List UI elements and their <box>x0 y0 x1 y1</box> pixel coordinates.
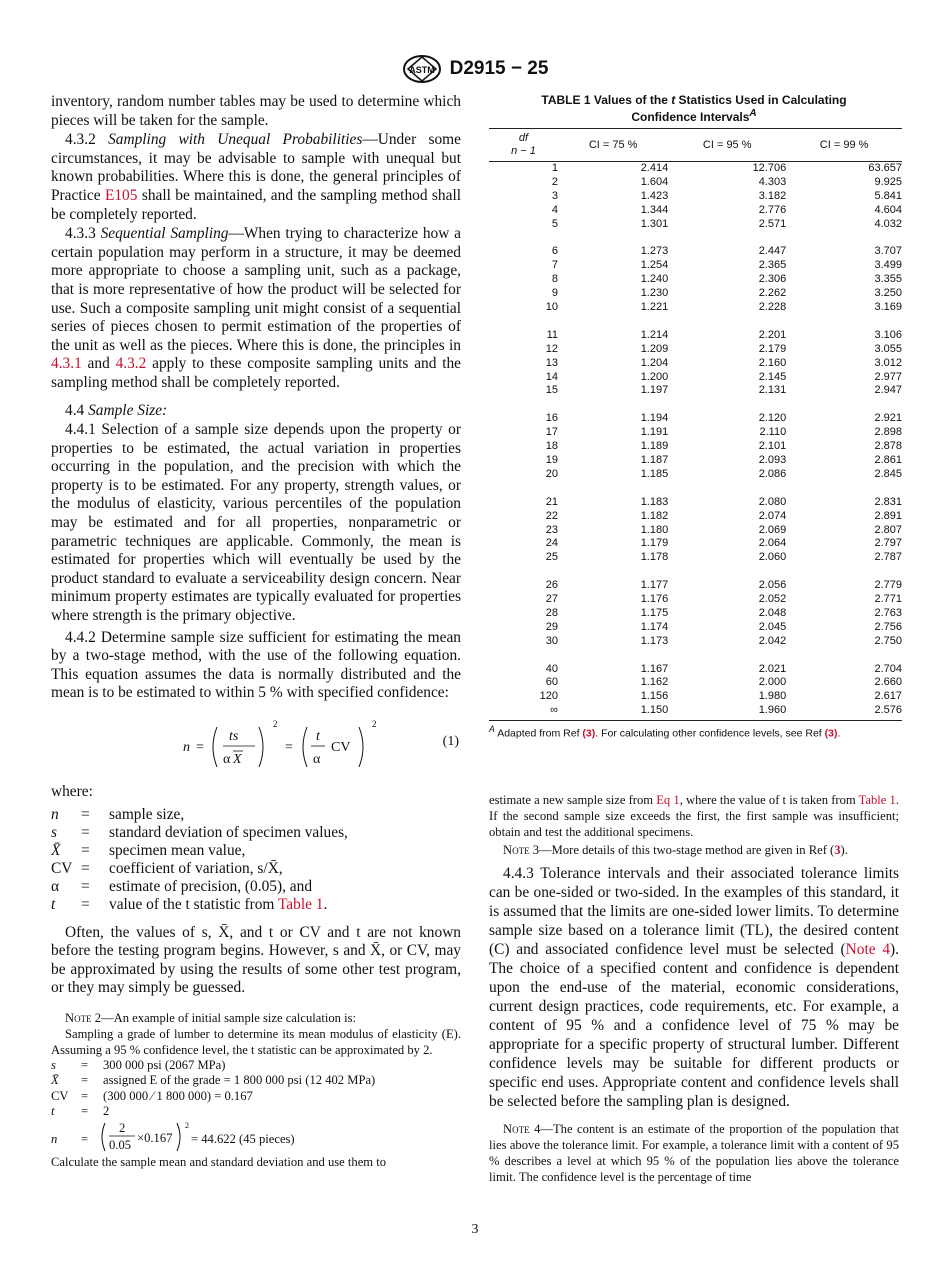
value-cell: 3.012 <box>874 356 902 369</box>
value-cell: 2.571 <box>758 217 787 230</box>
value-cell: 2.831 <box>874 495 902 508</box>
value-cell: 2.201 <box>758 328 787 341</box>
definition-row: s = 300 000 psi (2067 MPa) <box>51 1057 226 1072</box>
value-cell: 1.173 <box>640 634 669 647</box>
df-cell: 24 <box>545 537 559 550</box>
df-cell: 16 <box>545 412 559 425</box>
value-cell: 4.303 <box>758 175 787 188</box>
where-label: where: <box>51 783 93 800</box>
section-4-4-3: 4.4.3 Tolerance intervals and their associated tolerance limits can be one-sided or two-sided. In the examples of this standard, it is assumed that the limits are one-sided lower limits. To determine sample size based on a tolerance limit (TL), the desired content (C) and associated confidence level must be selected (Note 4). The choice of a specified content and confidence is dependent upon the end-use of the material, economic considerations, current design practices, code requirements, etc. For example, a content of 95 % and a confidence level of 75 % may be appropriate for a specific property of structural lumber. Different confidence levels may be suitable for different products or specific end uses. Appropriate content and confidence levels shall be selected before the sampling plan is designed. <box>489 864 899 1110</box>
value-cell: 3.055 <box>874 342 902 355</box>
section-4-4: 4.4 Sample Size: <box>65 401 168 419</box>
value-cell: 2.056 <box>758 579 787 592</box>
df-cell: 14 <box>545 370 559 383</box>
definition-row: CV = coefficient of variation, s/X̄, <box>51 859 283 877</box>
table-row <box>489 412 902 426</box>
value-cell: 2.045 <box>758 620 787 633</box>
table-row <box>489 426 902 440</box>
header-df: df n − 1 <box>489 129 558 162</box>
table-row <box>489 468 902 482</box>
value-cell: 2.101 <box>758 440 787 453</box>
value-cell: 2.756 <box>874 620 902 633</box>
link-eq-1[interactable]: Eq 1 <box>656 792 680 807</box>
paragraph-often: Often, the values of s, X̄, and t or CV and t are not known before the testing program begins. However, s and X̄, or CV, may be approximated by using the results of some other test program, or they may simply be guessed. <box>51 923 461 997</box>
value-cell: 2.414 <box>640 162 669 174</box>
definition-row: α = estimate of precision, (0.05), and <box>51 877 313 895</box>
df-cell: 25 <box>545 551 559 564</box>
value-cell: 4.604 <box>874 203 902 216</box>
value-cell: 2.086 <box>758 467 787 480</box>
table-row <box>489 287 902 301</box>
df-cell: 23 <box>545 523 559 536</box>
value-cell: 2.898 <box>874 426 902 439</box>
link-e105[interactable]: E105 <box>104 186 138 204</box>
value-cell: 1.180 <box>640 523 669 536</box>
value-cell: 1.178 <box>640 551 669 564</box>
definition-row: X̄ = assigned E of the grade = 1 800 000 psi (12 402 MPa) <box>51 1073 376 1088</box>
value-cell: 1.423 <box>640 189 669 202</box>
value-cell: 2.750 <box>874 634 902 647</box>
value-cell: 2.048 <box>758 606 787 619</box>
value-cell: 1.167 <box>640 662 669 675</box>
table-row <box>489 454 902 468</box>
df-cell: 13 <box>545 356 559 369</box>
note-2-definitions <box>51 1058 461 1120</box>
df-cell: 1 <box>551 162 559 174</box>
note-2-end: Calculate the sample mean and standard deviation and use them to <box>51 1154 387 1169</box>
value-cell: 1.174 <box>640 620 669 633</box>
value-cell: 1.175 <box>640 606 669 619</box>
value-cell: 2.977 <box>874 370 902 383</box>
value-cell: 1.183 <box>640 495 669 508</box>
value-cell: 1.301 <box>640 217 669 230</box>
table-footnote: $^A$ Adapted from Ref (3). For calculating other confidence levels, see Ref (3). <box>489 724 841 740</box>
value-cell: 2.262 <box>758 287 787 300</box>
value-cell: 3.499 <box>874 259 902 272</box>
table-row <box>489 343 902 357</box>
value-cell: 2.160 <box>758 356 787 369</box>
svg-text:2: 2 <box>185 1120 189 1130</box>
value-cell: 2.763 <box>874 606 902 619</box>
value-cell: 2.131 <box>758 384 787 397</box>
link-table-1[interactable]: Table 1 <box>277 895 324 913</box>
table-header-row <box>489 129 902 162</box>
df-cell: 7 <box>551 259 559 272</box>
definition-row: n = sample size, <box>51 805 185 823</box>
value-cell: 2.080 <box>758 495 787 508</box>
df-cell: 60 <box>545 676 559 689</box>
value-cell: 2.064 <box>758 537 787 550</box>
value-cell: 1.204 <box>640 356 669 369</box>
table-spacer <box>489 482 902 496</box>
value-cell: 1.214 <box>640 328 669 341</box>
df-cell: 10 <box>545 301 559 314</box>
note-3: Note 3—More details of this two-stage method are given in Ref (3). <box>503 842 848 857</box>
value-cell: 2.861 <box>874 453 902 466</box>
df-cell: 120 <box>539 690 559 703</box>
svg-text:n: n <box>183 740 190 755</box>
svg-text:ts: ts <box>229 729 239 744</box>
value-cell: 1.185 <box>640 467 669 480</box>
df-cell: 2 <box>551 175 559 188</box>
page-number: 3 <box>471 1222 479 1237</box>
definition-row: t = value of the t statistic from Table 1. <box>51 895 328 913</box>
equation-1 <box>51 713 461 777</box>
table-spacer <box>489 649 902 663</box>
value-cell: 1.156 <box>640 690 669 703</box>
table-row <box>489 440 902 454</box>
table-row <box>489 663 902 677</box>
value-cell: 12.706 <box>752 162 787 174</box>
t-statistics-table <box>489 128 902 721</box>
df-cell: 20 <box>545 467 559 480</box>
table-row <box>489 301 902 315</box>
value-cell: 2.110 <box>759 426 787 439</box>
value-cell: 1.150 <box>558 704 668 720</box>
svg-text:2: 2 <box>273 719 278 729</box>
svg-text:t: t <box>316 729 320 744</box>
table-spacer <box>489 315 902 329</box>
ref-3-link[interactable]: 3 <box>834 842 841 857</box>
value-cell: 2.093 <box>758 453 787 466</box>
value-cell: 2.576 <box>786 704 902 720</box>
section-4-3-3: 4.3.3 Sequential Sampling—When trying to characterize how a certain population may perform in a structure, it may be deemed more appropriate to choose a sampling unit, such as a package, that is more representative of how the product will be selected for use. Such a composite sampling unit might consist of a sequential series of pieces chosen to permit estimation of the properties of the unit as well as the pieces. Where this is done, the principles in 4.3.1 and 4.3.2 apply to these composite sampling units and the sampling method shall be completely reported. <box>51 225 461 391</box>
svg-text:2: 2 <box>119 1120 126 1135</box>
value-cell: 4.032 <box>874 217 902 230</box>
value-cell: 2.617 <box>874 690 902 703</box>
value-cell: 1.177 <box>640 579 669 592</box>
definition-row: CV = (300 000 ⁄ 1 800 000) = 0.167 <box>51 1088 253 1103</box>
df-cell: 4 <box>551 203 559 216</box>
value-cell: 1.960 <box>668 704 786 720</box>
value-cell: 2.779 <box>874 579 902 592</box>
value-cell: 2.145 <box>758 370 787 383</box>
table-row <box>489 635 902 649</box>
value-cell: 1.176 <box>640 593 669 606</box>
svg-text:X: X <box>233 752 242 767</box>
value-cell: 2.120 <box>758 412 787 425</box>
value-cell: 2.845 <box>874 467 902 480</box>
value-cell: 2.365 <box>758 259 787 272</box>
value-cell: 2.704 <box>874 662 902 675</box>
df-cell: 9 <box>551 287 559 300</box>
definition-row: t = 2 <box>51 1104 110 1119</box>
table-row <box>489 593 902 607</box>
value-cell: 3.169 <box>874 301 902 314</box>
value-cell: 1.182 <box>640 509 669 522</box>
value-cell: 1.221 <box>640 301 669 314</box>
df-cell: 15 <box>545 384 559 397</box>
df-cell: 11 <box>546 328 559 341</box>
table-row <box>489 676 902 690</box>
table-row <box>489 579 902 593</box>
link-note-4[interactable]: Note 4 <box>845 940 891 958</box>
table-row <box>489 259 902 273</box>
value-cell: 1.240 <box>640 273 669 286</box>
header-ci-99: CI = 99 % <box>786 129 902 162</box>
svg-text:×0.167: ×0.167 <box>137 1130 173 1145</box>
value-cell: 1.187 <box>640 453 669 466</box>
svg-text:ASTM: ASTM <box>408 65 435 75</box>
value-cell: 2.074 <box>758 509 787 522</box>
df-cell: 21 <box>545 495 559 508</box>
symbol-definitions <box>51 806 461 914</box>
value-cell: 2.021 <box>758 662 787 675</box>
value-cell: 2.228 <box>758 301 787 314</box>
value-cell: 2.787 <box>874 551 902 564</box>
value-cell: 3.707 <box>874 245 902 258</box>
value-cell: 2.921 <box>874 412 902 425</box>
link-table-1[interactable]: Table 1 <box>858 792 896 807</box>
table-row <box>489 704 902 720</box>
table-row <box>489 607 902 621</box>
table-row <box>489 524 902 538</box>
value-cell: 2.306 <box>758 273 787 286</box>
table-spacer <box>489 232 902 246</box>
value-cell: 1.209 <box>640 342 669 355</box>
svg-text:α: α <box>313 752 321 767</box>
astm-logo-icon <box>402 54 442 84</box>
svg-text:=: = <box>196 740 204 755</box>
table-row <box>489 621 902 635</box>
section-4-4-1: 4.4.1 Selection of a sample size depends upon the property or properties to be estimated, the actual variation in properties occurring in the population, and the precision with which the property is to be estimated. For any property, strength values, or the modulus of elasticity, various percentiles of the population may be estimated and for all properties, nonparametric or parametric techniques are applicable. Commonly, the mean is estimated for properties which will eventually be used by the product standard to evaluate a serviceability design concern. Near minimum property estimates are typically evaluated for properties where strength is the primary objective. <box>51 421 461 625</box>
value-cell: 2.660 <box>874 676 902 689</box>
svg-text:=: = <box>285 740 293 755</box>
df-cell: 19 <box>545 453 559 466</box>
section-4-4-2: 4.4.2 Determine sample size sufficient for estimating the mean by a two-stage method, with the use of the following equation. This equation assumes the data is normally distributed and the mean is to be estimated to within 5 % with specified confidence: <box>51 628 461 702</box>
value-cell: 1.254 <box>640 259 669 272</box>
value-cell: 1.200 <box>640 370 669 383</box>
table-row <box>489 329 902 343</box>
df-cell: 12 <box>545 342 559 355</box>
value-cell: 3.106 <box>874 328 902 341</box>
value-cell: 1.189 <box>640 440 669 453</box>
value-cell: 63.657 <box>868 162 902 174</box>
value-cell: 3.355 <box>874 273 902 286</box>
link-4-3-2[interactable]: 4.3.2 <box>115 355 147 373</box>
svg-text:α: α <box>223 752 231 767</box>
section-4-3-2: 4.3.2 Sampling with Unequal Probabilities—Under some circumstances, it may be advisable to sample with unequal but known probabilities. Where this is done, the general principles of Practice E105 shall be maintained, and the sampling method shall be completely reported. <box>51 131 461 223</box>
value-cell: 3.182 <box>758 189 787 202</box>
df-cell: 29 <box>545 620 559 633</box>
df-cell: 26 <box>545 579 559 592</box>
value-cell: 2.000 <box>758 676 787 689</box>
value-cell: 2.807 <box>874 523 902 536</box>
note-2: Note 2—An example of initial sample size calculation is: Sampling a grade of lumber to determine its mean modulus of elasticity (E). Assuming a 95 % confidence level, the t statistic can be approximated by 2. <box>51 1010 461 1057</box>
table-row <box>489 496 902 510</box>
table-row <box>489 551 902 565</box>
df-cell: 27 <box>545 593 559 606</box>
table-row <box>489 384 902 398</box>
table-row <box>489 537 902 551</box>
paragraph-continuation: inventory, random number tables may be used to determine which pieces will be taken for the sample. <box>51 93 461 129</box>
df-cell: 5 <box>551 217 559 230</box>
value-cell: 2.042 <box>758 634 787 647</box>
note-2-result: = 44.622 (45 pieces) <box>191 1131 295 1146</box>
value-cell: 2.052 <box>758 593 787 606</box>
value-cell: 2.060 <box>758 551 787 564</box>
equation-1-graphic <box>179 713 479 777</box>
equation-number: (1) <box>442 734 459 749</box>
designation: D2915 − 25 <box>449 58 549 79</box>
df-cell: 17 <box>545 426 559 439</box>
value-cell: 5.841 <box>874 189 902 202</box>
table-row <box>489 190 902 204</box>
table-row <box>489 218 902 232</box>
value-cell: 2.797 <box>874 537 902 550</box>
page-header <box>0 54 950 84</box>
df-cell: 40 <box>545 662 559 675</box>
table-row <box>489 371 902 385</box>
definition-row: s = standard deviation of specimen values, <box>51 823 348 841</box>
df-cell: 28 <box>545 606 559 619</box>
value-cell: 1.604 <box>640 175 669 188</box>
value-cell: 1.197 <box>640 384 669 397</box>
value-cell: 2.878 <box>874 440 902 453</box>
value-cell: 1.230 <box>640 287 669 300</box>
table-row <box>489 204 902 218</box>
ref-3-link[interactable]: (3) <box>824 727 838 740</box>
table-spacer <box>489 565 902 579</box>
value-cell: 3.250 <box>874 287 902 300</box>
df-cell: 18 <box>545 440 559 453</box>
right-body <box>489 792 899 1185</box>
value-cell: 1.194 <box>640 412 669 425</box>
paragraph-continuation-right: estimate a new sample size from Eq 1, where the value of t is taken from Table 1. If the second sample size exceeds the first, the first sample was insufficient; obtain and test the additional specimens. <box>489 792 900 839</box>
header-ci-95: CI = 95 % <box>668 129 786 162</box>
svg-text:2: 2 <box>372 719 377 729</box>
table-row <box>489 273 902 287</box>
value-cell: 1.273 <box>640 245 669 258</box>
value-cell: 2.447 <box>758 245 787 258</box>
value-cell: 1.980 <box>758 690 787 703</box>
value-cell: 2.771 <box>874 593 902 606</box>
value-cell: 1.179 <box>640 537 669 550</box>
df-cell: 8 <box>551 273 559 286</box>
value-cell: 1.162 <box>640 676 669 689</box>
table-row <box>489 510 902 524</box>
value-cell: 1.344 <box>640 203 669 216</box>
table-row <box>489 162 902 176</box>
value-cell: 2.179 <box>758 342 787 355</box>
value-cell: 2.069 <box>758 523 787 536</box>
svg-text:CV: CV <box>331 740 351 755</box>
value-cell: 2.947 <box>874 384 902 397</box>
left-column <box>51 93 461 1170</box>
right-column <box>489 93 902 1185</box>
note-4: Note 4—The content is an estimate of the proportion of the population that lies above the tolerance limit. For example, a tolerance limit with a content of 95 % describes a level at which 95 % of the population lies above the tolerance limit. The confidence level is the percentage of time <box>489 1121 899 1184</box>
table-row <box>489 690 902 704</box>
note-2-equation: n = 2 0.05 ×0.167 2 = 44.622 (45 pieces) <box>51 1120 295 1152</box>
table-caption: TABLE 1 Values of the t Statistics Used in Calculating Confidence Intervals$^A$ <box>541 93 847 124</box>
table-row <box>489 357 902 371</box>
value-cell: 9.925 <box>874 175 902 188</box>
df-cell: 6 <box>551 245 559 258</box>
df-cell: 3 <box>551 189 559 202</box>
link-4-3-1[interactable]: 4.3.1 <box>51 355 82 373</box>
svg-text:0.05: 0.05 <box>109 1137 132 1152</box>
ref-3-link[interactable]: (3) <box>582 727 596 740</box>
df-cell: ∞ <box>489 704 558 720</box>
df-cell: 22 <box>545 509 559 522</box>
definition-row: X̄ = specimen mean value, <box>51 841 246 859</box>
value-cell: 2.891 <box>874 509 902 522</box>
header-ci-75: CI = 75 % <box>558 129 668 162</box>
table-spacer <box>489 398 902 412</box>
value-cell: 2.776 <box>758 203 787 216</box>
table-row <box>489 245 902 259</box>
table-row <box>489 176 902 190</box>
value-cell: 1.191 <box>640 426 669 439</box>
df-cell: 30 <box>545 634 559 647</box>
